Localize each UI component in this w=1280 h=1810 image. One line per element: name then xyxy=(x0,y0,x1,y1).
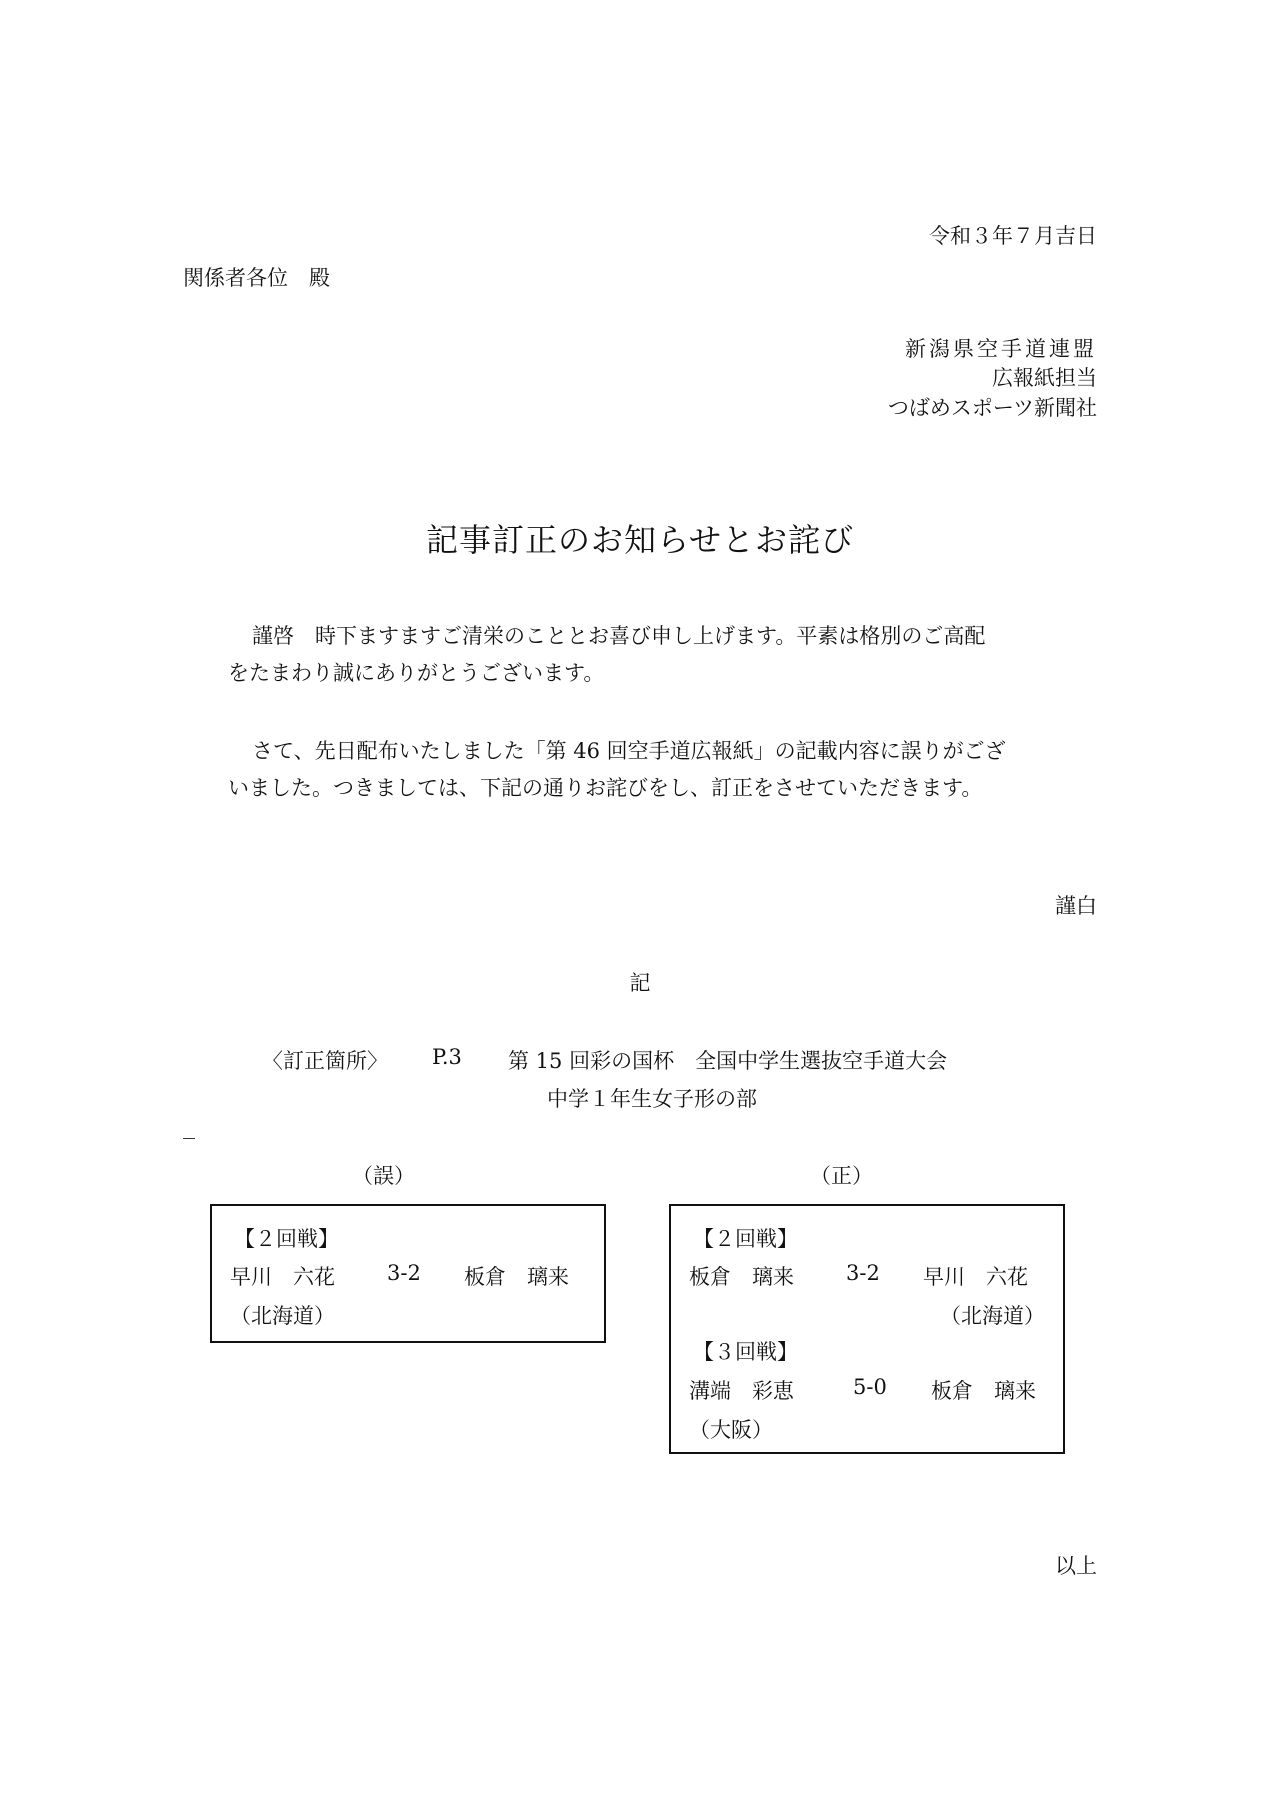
paragraph-1-line-2: をたまわり誠にありがとうございます。 xyxy=(228,661,605,685)
right-r2-score: 3-2 xyxy=(846,1261,880,1285)
end-ijou: 以上 xyxy=(1055,1554,1097,1578)
wrong-score: 3-2 xyxy=(387,1261,421,1285)
sender-department: 広報紙担当 xyxy=(992,366,1097,390)
correction-division: 中学１年生女子形の部 xyxy=(547,1087,757,1111)
stray-mark xyxy=(183,1138,195,1139)
right-box xyxy=(669,1204,1065,1454)
paragraph-2-line-2: いました。つきましては、下記の通りお詫びをし、訂正をさせていただきます。 xyxy=(228,776,983,800)
correction-event: 第 15 回彩の国杯 全国中学生選抜空手道大会 xyxy=(508,1049,948,1073)
right-r2-player-1: 板倉 璃来 xyxy=(689,1265,794,1289)
date: 令和３年７月吉日 xyxy=(929,224,1097,248)
ki-heading: 記 xyxy=(629,971,651,995)
right-r3-score: 5-0 xyxy=(853,1375,887,1399)
addressee: 関係者各位 殿 xyxy=(183,266,330,290)
closing-kinpaku: 謹白 xyxy=(1055,894,1097,918)
paragraph-1-line-1: 謹啓 時下ますますご清栄のこととお喜び申し上げます。平素は格別のご高配 xyxy=(252,624,986,648)
right-r3-region: （大阪） xyxy=(689,1418,773,1442)
sender-organization: 新潟県空手道連盟 xyxy=(905,337,1097,361)
wrong-region: （北海道） xyxy=(230,1304,335,1328)
correction-page: P.3 xyxy=(432,1045,462,1069)
right-heading: （正） xyxy=(810,1164,873,1188)
right-r2-region: （北海道） xyxy=(940,1304,1045,1328)
right-round-2: 【２回戦】 xyxy=(693,1227,798,1251)
right-r3-player-2: 板倉 璃来 xyxy=(931,1379,1036,1403)
wrong-box xyxy=(210,1204,606,1343)
document-title: 記事訂正のお知らせとお詫び xyxy=(425,521,855,559)
wrong-player-2: 板倉 璃来 xyxy=(464,1265,569,1289)
correction-label: 〈訂正箇所〉 xyxy=(262,1049,388,1073)
sender-company: つばめスポーツ新聞社 xyxy=(887,396,1097,420)
wrong-player-1: 早川 六花 xyxy=(230,1265,335,1289)
wrong-heading: （誤） xyxy=(352,1164,415,1188)
wrong-round: 【２回戦】 xyxy=(234,1227,339,1251)
right-r2-player-2: 早川 六花 xyxy=(923,1265,1028,1289)
right-round-3: 【３回戦】 xyxy=(693,1340,798,1364)
paragraph-2-line-1: さて、先日配布いたしました「第 46 回空手道広報紙」の記載内容に誤りがござ xyxy=(252,739,1006,763)
right-r3-player-1: 溝端 彩恵 xyxy=(689,1379,794,1403)
